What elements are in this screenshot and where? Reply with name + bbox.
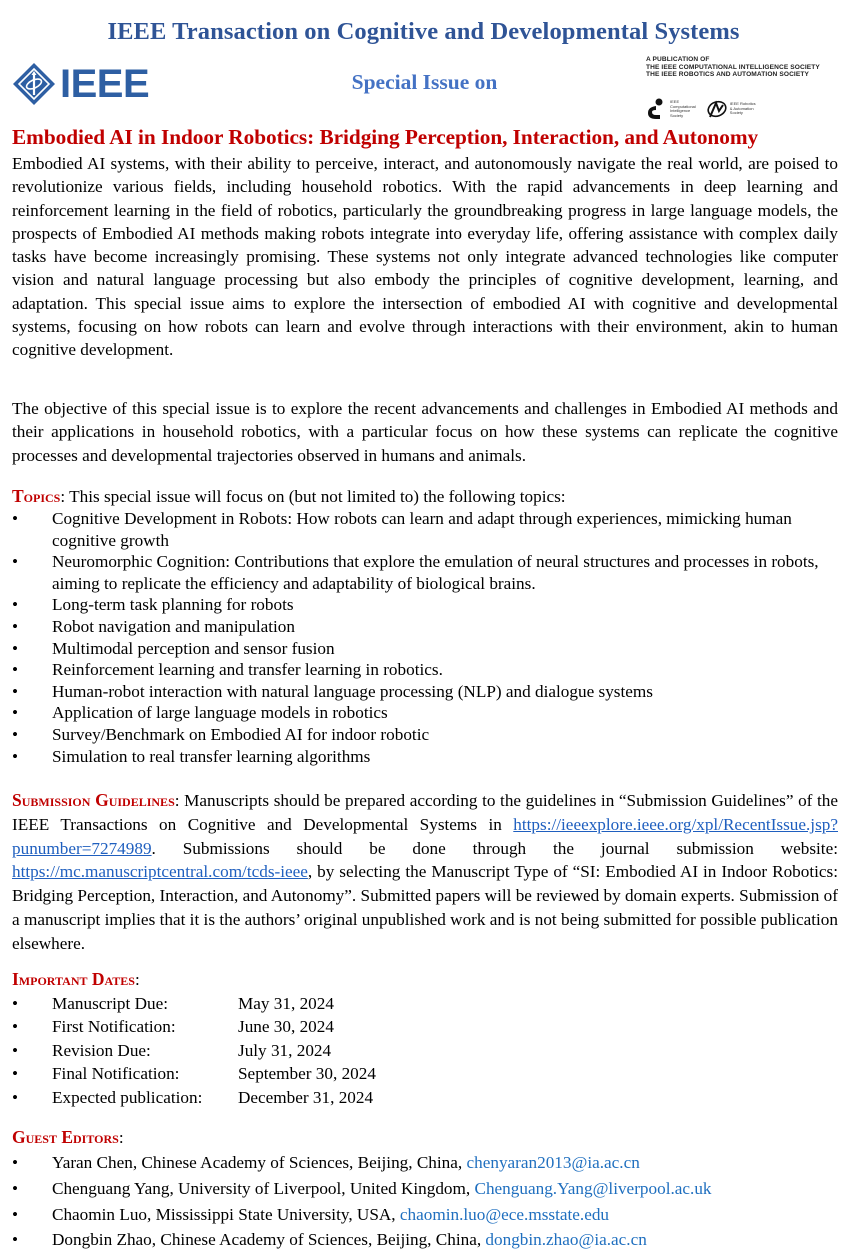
objective-paragraph: The objective of this special issue is to explore the recent advancements and challenges in Embodied AI methods and their applications in household robotics, with a particular focus on how these systems can replicate the cognitive processes and developmental trajectories observed in humans and animals. — [12, 399, 838, 465]
date-item — [12, 1086, 838, 1110]
date-item — [12, 992, 838, 1016]
date-item — [12, 1062, 838, 1086]
bullet-icon: • — [12, 681, 19, 701]
society-logos — [646, 98, 756, 120]
topic-item: • Long-term task planning for robots — [12, 595, 294, 615]
bullet-icon: • — [12, 1064, 19, 1083]
ras-logo — [706, 99, 756, 119]
editor-info: Chaomin Luo, Mississippi State University, USA, — [52, 1204, 400, 1224]
submission-heading: Submission Guidelines — [12, 790, 175, 810]
editor-item — [12, 1176, 838, 1202]
editors-heading: Guest Editors — [12, 1127, 119, 1147]
bullet-icon: • — [12, 1153, 19, 1172]
topics-section — [12, 485, 838, 767]
topic-item: • Simulation to real transfer learning algorithms — [12, 746, 371, 766]
date-label: Manuscript Due: — [52, 993, 168, 1013]
editor-info: Dongbin Zhao, Chinese Academy of Sciences, Beijing, China, — [52, 1230, 486, 1250]
special-issue-title: Embodied AI in Indoor Robotics: Bridging Perception, Interaction, and Autonomy — [12, 125, 759, 149]
ieee-wordmark: IEEE — [60, 62, 150, 106]
topic-item: • Cognitive Development in Robots: How robots can learn and adapt through experiences, mimicking human cognitive growth — [12, 509, 792, 550]
topics-list — [12, 508, 838, 767]
guest-editors-section: Guest Editors: • Yaran Chen, Chinese Academy of Sciences, Beijing, China, chenyaran2013@ia.ac.cn • Chenguang Yang, University of Liverpool, United Kingdom, Chenguang.Yang@liverpool.ac.uk • Chaomin Luo, Mississippi State University, USA, chaomin.luo@ece.msstate.edu • Dongbin Zhao, Chinese Academy of Sciences, Beijing, China, dongbin.zhao@ia.ac.cn — [12, 1125, 838, 1253]
cis-logo-text: IEEE Computational Intelligence Society — [670, 99, 696, 118]
bullet-icon: • — [12, 1204, 19, 1224]
date-item — [12, 1039, 838, 1063]
date-value: May 31, 2024 — [238, 993, 334, 1013]
editor-item — [12, 1202, 838, 1228]
editor-email-link[interactable]: dongbin.zhao@ia.ac.cn — [485, 1230, 647, 1250]
bullet-icon: • — [12, 1178, 19, 1198]
cis-emblem-icon — [646, 98, 668, 120]
date-label: Expected publication: — [52, 1087, 203, 1107]
bullet-icon: • — [12, 1017, 19, 1036]
topics-intro: : This special issue will focus on (but not limited to) the following topics: — [60, 487, 566, 506]
editor-email-link[interactable]: chaomin.luo@ece.msstate.edu — [399, 1204, 610, 1224]
publication-line: THE IEEE ROBOTICS AND AUTOMATION SOCIETY — [646, 71, 809, 79]
bullet-icon: • — [12, 993, 19, 1013]
ieeexplore-link[interactable]: https://ieeexplore.ieee.org/xpl/RecentIssue.jsp?punumber=7274989 — [12, 814, 838, 858]
topics-heading: Topics — [12, 486, 61, 506]
topic-item: • Human-robot interaction with natural language processing (NLP) and dialogue systems — [12, 681, 653, 701]
editor-email-link[interactable]: chenyaran2013@ia.ac.cn — [466, 1153, 640, 1172]
publication-line: A PUBLICATION OF — [646, 56, 710, 63]
bullet-icon: • — [12, 638, 19, 658]
bullet-icon: • — [12, 703, 19, 723]
submission-guidelines: Submission Guidelines: Manuscripts should be prepared according to the guidelines in “Submission Guidelines” of the IEEE Transactions on Cognitive and Developmental Systems in https://ieeexplore.ieee.org/xpl/RecentIssue.jsp?punumber=7274989. Submissions should be done through the journal submission website: https://mc.manuscriptcentral.com/tcds-ieee, by selecting the Manuscript Type of “SI: Embodied AI in Indoor Robotics: Bridging Perception, Interaction, and Autonomy”. Submitted papers will be reviewed by domain experts. Submission of a manuscript implies that it is the authors’ original unpublished work and is not being submitted for possible publication elsewhere. — [12, 790, 838, 953]
bullet-icon: • — [12, 1087, 19, 1107]
date-item — [12, 1015, 838, 1039]
journal-title: IEEE Transaction on Cognitive and Developmental Systems — [107, 18, 740, 45]
topic-item: • Application of large language models in robotics — [12, 703, 388, 723]
bullet-icon: • — [12, 616, 19, 636]
bullet-icon: • — [12, 509, 19, 528]
date-value: September 30, 2024 — [238, 1064, 376, 1083]
editor-email-link[interactable]: Chenguang.Yang@liverpool.ac.uk — [474, 1178, 712, 1198]
bullet-icon: • — [12, 552, 19, 572]
ras-logo-text: IEEE Robotics & Automation Society — [729, 101, 756, 116]
manuscriptcentral-link[interactable]: https://mc.manuscriptcentral.com/tcds-ieee — [12, 862, 308, 882]
date-label: Revision Due: — [52, 1040, 151, 1060]
dates-heading: Important Dates — [12, 969, 135, 989]
bullet-icon: • — [12, 1230, 19, 1250]
editors-list — [12, 1150, 838, 1253]
editor-info: Chenguang Yang, University of Liverpool, United Kingdom, — [52, 1178, 475, 1198]
important-dates-section: Important Dates: • Manuscript Due: May 31, 2024 • First Notification: June 30, 2024 • Revision Due: July 31, 2024 • Final Notification: September 30, 2024 • Expected publication: December 31, 2024 — [12, 968, 838, 1109]
publication-info — [646, 56, 846, 79]
date-label: Final Notification: — [52, 1064, 180, 1083]
ras-emblem-icon — [706, 99, 728, 119]
date-value: December 31, 2024 — [238, 1087, 374, 1107]
topic-item: • Neuromorphic Cognition: Contributions that explore the emulation of neural structures and processes in robots, aiming to replicate the efficiency and adaptability of biological brains. — [12, 552, 819, 593]
bullet-icon: • — [12, 1040, 19, 1060]
publication-line: THE IEEE COMPUTATIONAL INTELLIGENCE SOCIETY — [646, 63, 820, 71]
date-value: June 30, 2024 — [238, 1017, 334, 1036]
date-value: July 31, 2024 — [238, 1040, 332, 1060]
cis-logo — [646, 98, 696, 120]
bullet-icon: • — [12, 724, 19, 744]
editor-item — [12, 1150, 838, 1176]
dates-list — [12, 992, 838, 1110]
bullet-icon: • — [12, 660, 19, 680]
bullet-icon: • — [12, 595, 19, 615]
intro-paragraph: Embodied AI systems, with their ability to perceive, interact, and autonomously navigate the real world, are poised to revolutionize various fields, including household robotics. With the rapid advancements in deep learning and reinforcement learning in the field of robotics, particularly the groundbreaking progress in large language models, the prospects of Embodied AI methods making robots integrate into everyday life, offering assistance with complex daily tasks have become increasingly promising. These systems not only integrate advanced technologies like computer vision and natural language processing but also embody the principles of cognitive development, learning, and adaptation. This special issue aims to explore the intersection of embodied AI with cognitive and developmental systems, focusing on how robots can learn and evolve through interactions with their environment, akin to human cognitive development. — [12, 154, 838, 360]
date-label: First Notification: — [52, 1017, 176, 1036]
editor-item — [12, 1227, 838, 1253]
topic-item: • Robot navigation and manipulation — [12, 616, 295, 636]
bullet-icon: • — [12, 746, 19, 766]
topic-item: • Multimodal perception and sensor fusion — [12, 638, 335, 658]
topic-item: • Reinforcement learning and transfer learning in robotics. — [12, 660, 443, 680]
topic-item: • Survey/Benchmark on Embodied AI for indoor robotic — [12, 724, 430, 744]
special-issue-label: Special Issue on — [351, 70, 498, 94]
editor-info: Yaran Chen, Chinese Academy of Sciences, Beijing, China, — [52, 1153, 467, 1172]
